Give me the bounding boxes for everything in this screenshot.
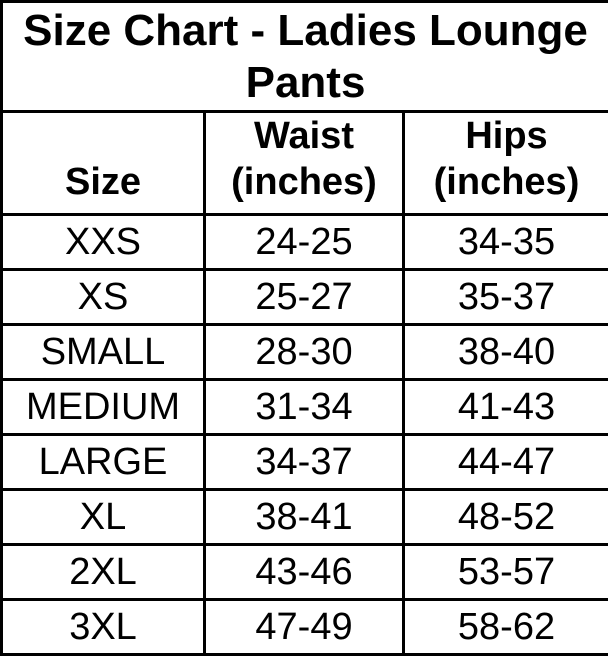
- waist-cell: 34-37: [205, 434, 404, 489]
- waist-cell: 47-49: [205, 599, 404, 654]
- hips-cell: 38-40: [404, 324, 608, 379]
- size-cell: 3XL: [2, 599, 205, 654]
- hips-cell: 58-62: [404, 599, 608, 654]
- table-row: [2, 324, 608, 379]
- table-row: [2, 544, 608, 599]
- waist-cell: 43-46: [205, 544, 404, 599]
- column-header-waist: Waist (inches): [205, 112, 404, 215]
- hips-cell: 48-52: [404, 489, 608, 544]
- waist-cell: 24-25: [205, 214, 404, 269]
- hips-cell: 44-47: [404, 434, 608, 489]
- size-cell: XXS: [2, 214, 205, 269]
- title-row: [2, 2, 608, 112]
- size-cell: XL: [2, 489, 205, 544]
- waist-cell: 25-27: [205, 269, 404, 324]
- waist-cell: 31-34: [205, 379, 404, 434]
- hips-cell: 34-35: [404, 214, 608, 269]
- table-row: [2, 379, 608, 434]
- table-row: [2, 489, 608, 544]
- column-header-size: Size: [2, 112, 205, 215]
- waist-cell: 28-30: [205, 324, 404, 379]
- waist-cell: 38-41: [205, 489, 404, 544]
- size-cell: MEDIUM: [2, 379, 205, 434]
- size-cell: SMALL: [2, 324, 205, 379]
- chart-title: Size Chart - Ladies Lounge Pants: [2, 2, 608, 112]
- hips-cell: 53-57: [404, 544, 608, 599]
- size-cell: LARGE: [2, 434, 205, 489]
- size-cell: XS: [2, 269, 205, 324]
- size-cell: 2XL: [2, 544, 205, 599]
- hips-cell: 41-43: [404, 379, 608, 434]
- column-header-hips: Hips (inches): [404, 112, 608, 215]
- table-row: [2, 269, 608, 324]
- hips-cell: 35-37: [404, 269, 608, 324]
- header-row: [2, 112, 608, 215]
- table-row: [2, 434, 608, 489]
- table-row: [2, 214, 608, 269]
